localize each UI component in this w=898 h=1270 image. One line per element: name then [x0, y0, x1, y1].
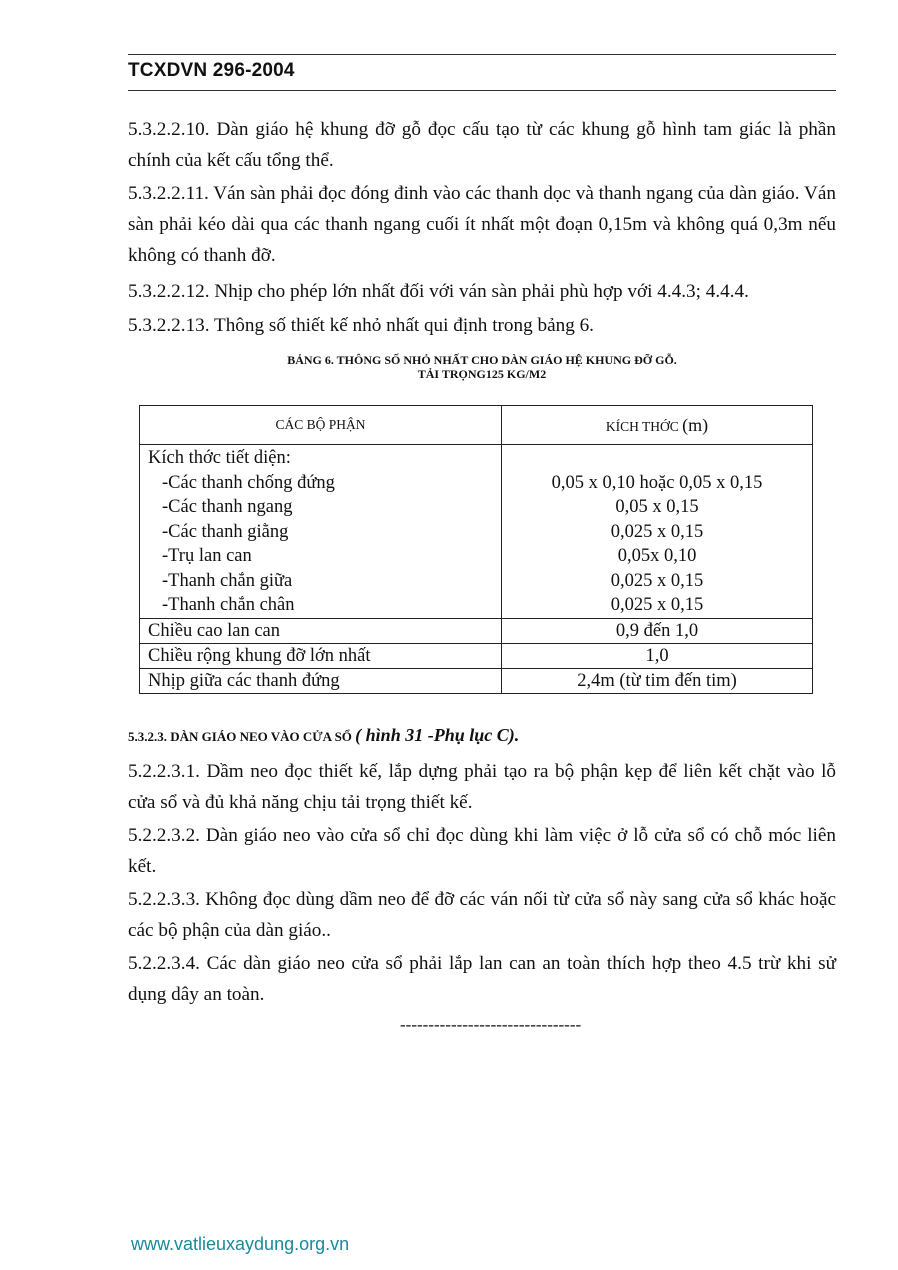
group-row-name: -Trụ lan can [162, 546, 252, 566]
group-row-value: 0,025 x 0,15 [610, 570, 704, 591]
row-value: 2,4m (từ tim đến tim) [502, 668, 813, 693]
section-heading [128, 725, 519, 746]
group-values-cell [502, 445, 813, 619]
paragraph-5-2-2-3-3: 5.2.2.3.3. Không đọc dùng dầm neo để đỡ các ván nối từ cửa sổ này sang cửa sổ khác hoặc các bộ phận của dàn giáo.. [128, 889, 836, 941]
row-value: 1,0 [502, 643, 813, 668]
group-label: Kích thớc tiết diện: [148, 448, 291, 468]
group-row-name: -Các thanh ngang [162, 497, 293, 517]
group-row-value: 0,05 x 0,15 [615, 497, 699, 517]
group-names-cell [140, 445, 502, 619]
group-row-name: -Các thanh giằng [162, 521, 289, 542]
paragraph-5-2-2-3-1: 5.2.2.3.1. Dầm neo đọc thiết kế, lắp dựng phải tạo ra bộ phận kẹp để liên kết chặt vào lỗ cửa sổ và đủ khả năng chịu tải trọng thiết kế. [128, 761, 836, 813]
paragraph-5-2-2-3-4: 5.2.2.3.4. Các dàn giáo neo cửa sổ phải lắp lan can an toàn thích hợp theo 4.5 trừ khi sử dụng dây an toàn. [128, 953, 836, 1005]
paragraph-5-3-2-2-12: 5.3.2.2.12. Nhịp cho phép lớn nhất đối với ván sàn phải phù hợp với 4.4.3; 4.4.4. [128, 281, 749, 302]
table-row [140, 618, 813, 643]
header-top-rule [128, 54, 836, 55]
footer-website-link[interactable]: www.vatlieuxaydung.org.vn [131, 1234, 350, 1254]
table-header-row [140, 406, 813, 445]
section-reference: ( hình 31 -Phụ lục C). [355, 725, 520, 745]
table-row [140, 643, 813, 668]
group-row-name: -Thanh chắn giữa [162, 570, 293, 591]
group-row-value: 0,05x 0,10 [617, 546, 697, 566]
group-row-value: 0,025 x 0,15 [610, 521, 704, 542]
row-name: Chiều cao lan can [140, 618, 502, 643]
table-row-group [140, 445, 813, 619]
paragraph-5-3-2-2-13: 5.3.2.2.13. Thông số thiết kế nhỏ nhất qui định trong bảng 6. [128, 315, 594, 336]
row-name: Nhịp giữa các thanh đứng [140, 668, 502, 693]
document-code: TCXDVN 296-2004 [128, 60, 295, 81]
group-row-value: 0,05 x 0,10 hoặc 0,05 x 0,15 [551, 472, 763, 493]
paragraph-5-3-2-2-10: 5.3.2.2.10. Dàn giáo hệ khung đỡ gỗ đọc cấu tạo từ các khung gỗ hình tam giác là phần chính của kết cấu tổng thể. [128, 119, 836, 171]
header-size-unit: (m) [682, 414, 709, 435]
table-caption-line1: BẢNG 6. THÔNG SỐ NHỎ NHẤT CHO DÀN GIÁO HỆ KHUNG ĐỠ GỖ. [287, 353, 677, 367]
header-bottom-rule [128, 90, 836, 91]
table-caption [128, 353, 836, 381]
header-size: KÍCH THỚC (m) [502, 406, 813, 445]
table-row [140, 668, 813, 693]
spec-table [139, 405, 813, 694]
paragraph-5-2-2-3-2: 5.2.2.3.2. Dàn giáo neo vào cửa sổ chỉ đọc dùng khi làm việc ở lỗ cửa sổ có chỗ móc liên kết. [128, 825, 836, 877]
group-row-name: -Thanh chắn chân [162, 595, 295, 615]
section-heading-text: 5.3.2.3. DÀN GIÁO NEO VÀO CỬA SỔ [128, 729, 352, 744]
table-caption-line2: TẢI TRỌNG125 KG/M2 [417, 367, 547, 381]
end-mark: -------------------------------- [400, 1015, 582, 1034]
header-parts: CÁC BỘ PHẬN [140, 406, 502, 445]
paragraph-5-3-2-2-11: 5.3.2.2.11. Ván sàn phải đọc đóng đinh vào các thanh dọc và thanh ngang của dàn giáo. Ván sàn phải kéo dài qua các thanh ngang cuối ít nhất một đoạn 0,15m và không quá 0,3m nếu không có thanh đỡ. [128, 183, 836, 266]
group-row-name: -Các thanh chống đứng [162, 472, 335, 493]
row-value: 0,9 đến 1,0 [502, 618, 813, 643]
group-row-value: 0,025 x 0,15 [610, 595, 704, 615]
row-name: Chiều rộng khung đỡ lớn nhất [140, 643, 502, 668]
